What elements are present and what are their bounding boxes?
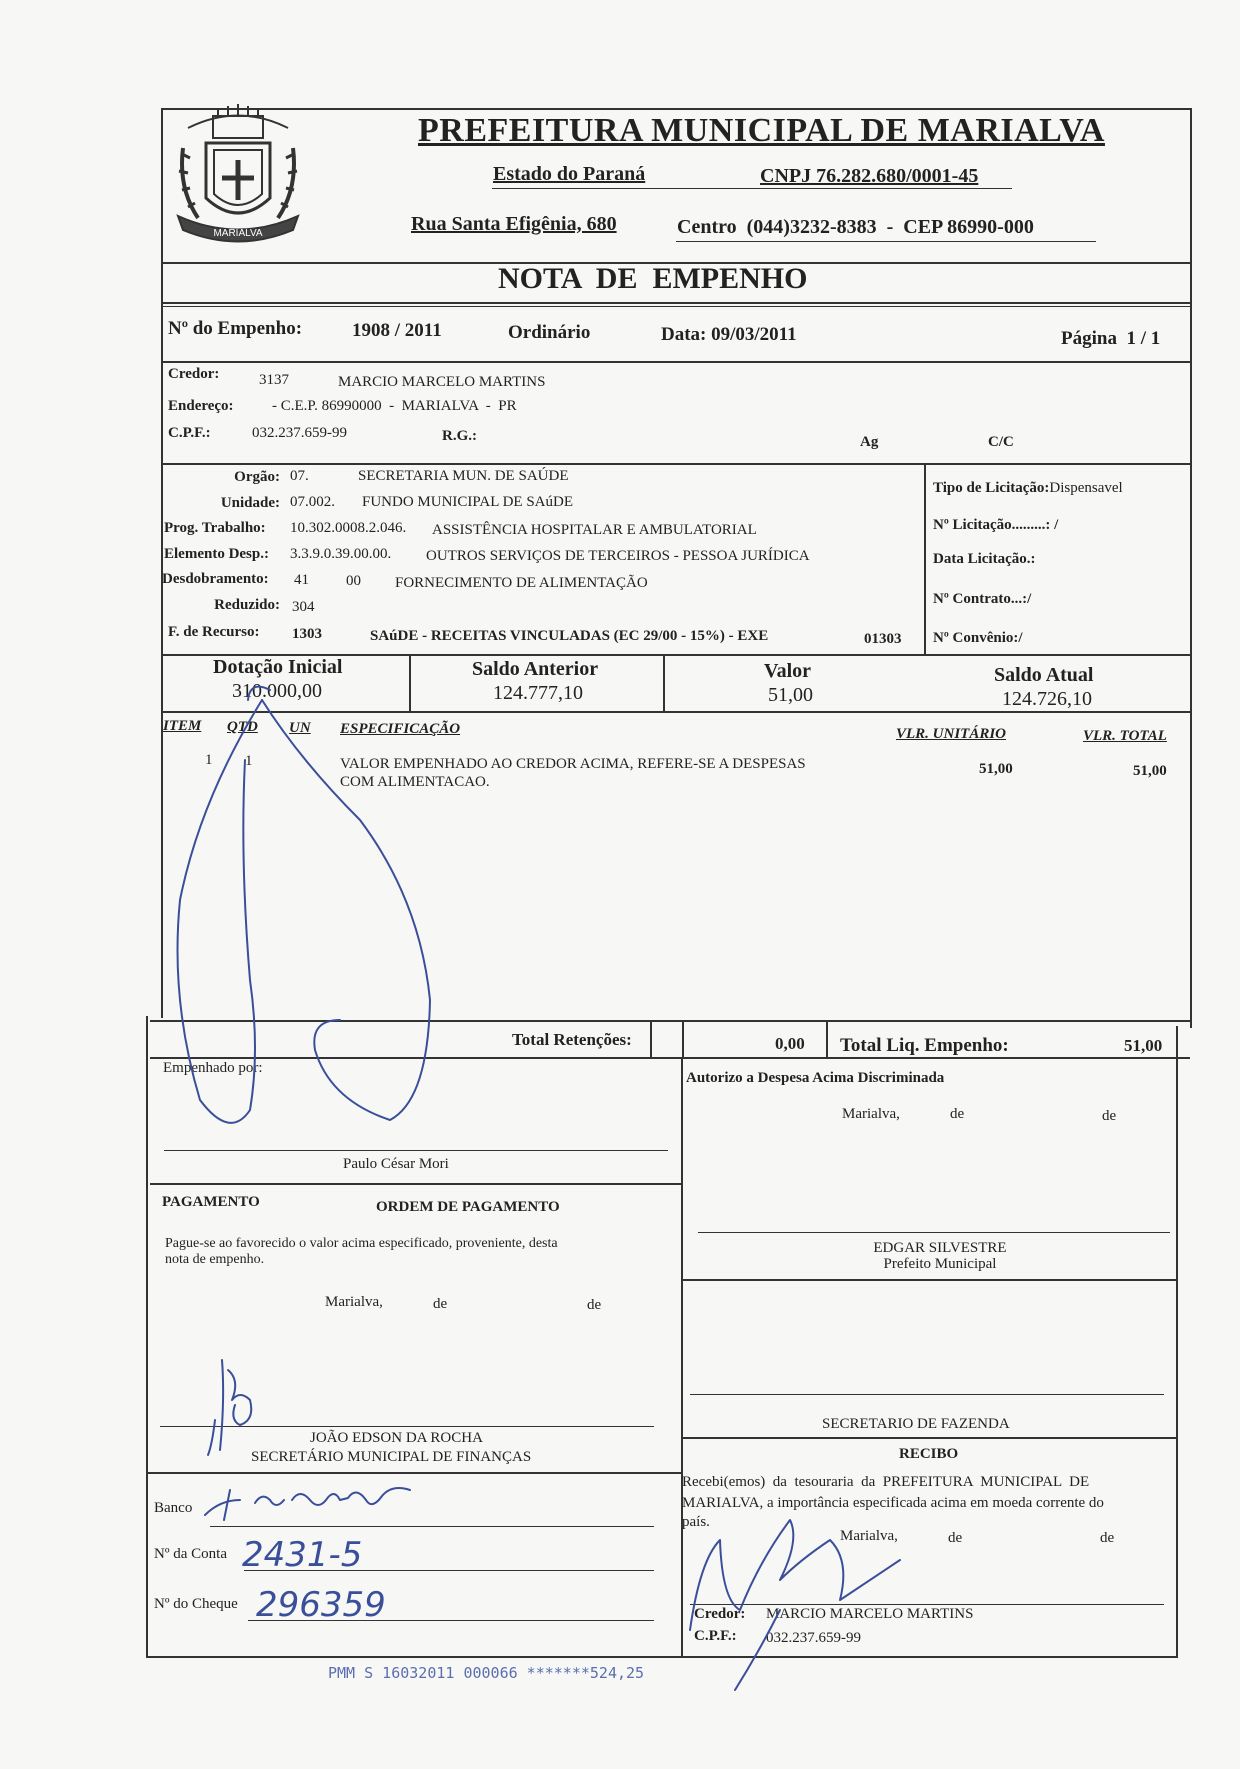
orgao-desc: SECRETARIA MUN. DE SAÚDE: [358, 468, 569, 484]
secretario-financas-name: JOÃO EDSON DA ROCHA: [310, 1430, 483, 1446]
desdobramento-desc: FORNECIMENTO DE ALIMENTAÇÃO: [395, 575, 648, 591]
elemento-label: Elemento Desp.:: [164, 546, 269, 562]
total-retencoes-label: Total Retenções:: [512, 1030, 632, 1049]
conta-label: Nº da Conta: [154, 1546, 227, 1562]
item-desc-line2: COM ALIMENTACAO.: [340, 774, 490, 790]
desdobramento-label: Desdobramento:: [162, 571, 269, 587]
saldo-atual-value: 124.726,10: [1002, 688, 1092, 710]
total-liquido-value: 51,00: [1124, 1036, 1163, 1055]
svg-text:2431-5: 2431-5: [242, 1535, 363, 1575]
valor-value: 51,00: [768, 684, 813, 706]
total-liquido-label: Total Liq. Empenho:: [840, 1035, 1009, 1056]
empenhado-name: Paulo César Mori: [343, 1156, 449, 1172]
contact-info: Centro (044)3232-8383 - CEP 86990-000: [677, 216, 1034, 238]
autorizo-label: Autorizo a Despesa Acima Discriminada: [686, 1070, 945, 1086]
empenhado-label: Empenhado por:: [163, 1060, 263, 1076]
endereco-label: Endereço:: [168, 398, 234, 414]
recibo-credor-label: Credor:: [694, 1606, 746, 1622]
numero-convenio: Nº Convênio:/: [933, 630, 1023, 646]
cc-label: C/C: [988, 434, 1014, 450]
unidade-label: Unidade:: [220, 495, 280, 511]
prog-trabalho-label: Prog. Trabalho:: [164, 520, 266, 536]
svg-text:296359: 296359: [256, 1585, 386, 1625]
recibo-place: Marialva,: [840, 1528, 898, 1544]
cheque-label: Nº do Cheque: [154, 1596, 238, 1612]
prog-trabalho-desc: ASSISTÊNCIA HOSPITALAR E AMBULATORIAL: [432, 522, 757, 538]
autorizo-de1: de: [950, 1106, 965, 1122]
item-number: 1: [205, 752, 213, 768]
svg-text:MARIALVA: MARIALVA: [213, 228, 263, 239]
fonte-recurso-label: F. de Recurso:: [168, 624, 260, 640]
desdobramento-value2: 00: [346, 573, 361, 589]
saldo-anterior-value: 124.777,10: [493, 682, 583, 704]
recibo-text2: MARIALVA, a importância especificada acima em moeda corrente do: [682, 1495, 1104, 1511]
elemento-value: 3.3.9.0.39.00.00.: [290, 546, 392, 562]
desdobramento-value1: 41: [294, 572, 309, 588]
numero-contrato: Nº Contrato...:/: [933, 591, 1032, 607]
prog-trabalho-value: 10.302.0008.2.046.: [290, 520, 407, 536]
prefeito-name: EDGAR SILVESTRE: [873, 1240, 1007, 1256]
recibo-title: RECIBO: [899, 1446, 959, 1462]
fonte-recurso-desc: SAúDE - RECEITAS VINCULADAS (EC 29/00 - 15%) - EXE: [370, 628, 769, 644]
tipo-licitacao-label: Tipo de Licitação:: [933, 480, 1050, 496]
municipality-title: PREFEITURA MUNICIPAL DE MARIALVA: [418, 112, 1105, 149]
cnpj: CNPJ 76.282.680/0001-45: [760, 165, 979, 187]
fonte-recurso-value: 1303: [292, 626, 322, 642]
saldo-anterior-label: Saldo Anterior: [472, 658, 599, 680]
recibo-de2: de: [1100, 1530, 1115, 1546]
address: Rua Santa Efigênia, 680: [411, 213, 617, 235]
pagamento-de2: de: [587, 1297, 602, 1313]
pagamento-text2: nota de empenho.: [165, 1252, 265, 1267]
ordem-pagamento-label: ORDEM DE PAGAMENTO: [376, 1199, 560, 1215]
dotacao-inicial-label: Dotação Inicial: [213, 656, 343, 678]
pagamento-place: Marialva,: [325, 1294, 383, 1310]
secretario-fazenda-label: SECRETARIO DE FAZENDA: [822, 1416, 1010, 1432]
saldo-atual-label: Saldo Atual: [994, 664, 1094, 686]
data-licitacao: Data Licitação.:: [933, 551, 1036, 567]
recibo-de1: de: [948, 1530, 963, 1546]
unidade-desc: FUNDO MUNICIPAL DE SAúDE: [362, 494, 573, 510]
credor-name: MARCIO MARCELO MARTINS: [338, 374, 546, 390]
cpf-label: C.P.F.:: [168, 425, 211, 441]
tipo-licitacao-value: Dispensavel: [1049, 480, 1123, 496]
credor-code: 3137: [259, 372, 289, 388]
empenho-number: 1908 / 2011: [352, 320, 442, 341]
recibo-text1: Recebi(emos) da tesouraria da PREFEITURA MUNICIPAL DE: [682, 1474, 1090, 1490]
page-number: Página 1 / 1: [1061, 328, 1161, 349]
item-qtd: 1: [245, 753, 253, 769]
pagamento-de1: de: [433, 1296, 448, 1312]
ag-label: Ag: [860, 434, 879, 450]
numero-licitacao: Nº Licitação.........: /: [933, 517, 1059, 533]
pagamento-label: PAGAMENTO: [162, 1194, 260, 1210]
recibo-cpf-value: 032.237.659-99: [766, 1630, 861, 1646]
empenho-date: Data: 09/03/2011: [661, 324, 797, 345]
pagamento-text1: Pague-se ao favorecido o valor acima especificado, proveniente, desta: [165, 1236, 558, 1251]
rg-label: R.G.:: [442, 428, 477, 444]
autorizo-de2: de: [1102, 1108, 1117, 1124]
endereco-value: - C.E.P. 86990000 - MARIALVA - PR: [272, 398, 517, 414]
total-retencoes-value: 0,00: [775, 1034, 805, 1053]
state-name: Estado do Paraná: [493, 163, 646, 185]
recibo-text3: país.: [682, 1514, 710, 1530]
col-item: ITEM: [163, 718, 202, 734]
footer-stamp: PMM S 16032011 000066 *******524,25: [328, 1664, 645, 1682]
unidade-value: 07.002.: [290, 494, 335, 510]
recibo-credor-name: MARCIO MARCELO MARTINS: [766, 1606, 974, 1622]
col-qtd: QTD: [227, 719, 258, 735]
col-especificacao: ESPECIFICAÇÃO: [340, 721, 461, 737]
orgao-value: 07.: [290, 468, 309, 484]
secretario-financas-role: SECRETÁRIO MUNICIPAL DE FINANÇAS: [251, 1449, 532, 1465]
banco-label: Banco: [154, 1500, 193, 1516]
col-un: UN: [289, 720, 311, 736]
col-vlr-total: VLR. TOTAL: [1083, 728, 1167, 744]
empenho-number-label: Nº do Empenho:: [168, 318, 303, 339]
item-vlr-total: 51,00: [1133, 763, 1167, 779]
col-vlr-unitario: VLR. UNITÁRIO: [896, 726, 1007, 742]
autorizo-place: Marialva,: [842, 1106, 900, 1122]
item-desc-line1: VALOR EMPENHADO AO CREDOR ACIMA, REFERE-SE A DESPESAS: [340, 756, 806, 772]
reduzido-label: Reduzido:: [214, 597, 280, 613]
reduzido-value: 304: [292, 599, 315, 615]
elemento-desc: OUTROS SERVIÇOS DE TERCEIROS - PESSOA JURÍDICA: [426, 548, 810, 564]
orgao-label: Orgão:: [234, 469, 280, 485]
credor-label: Credor:: [168, 366, 220, 382]
prefeito-role: Prefeito Municipal: [883, 1256, 997, 1272]
fonte-recurso-code: 01303: [864, 631, 902, 647]
dotacao-inicial-value: 310.000,00: [232, 680, 322, 702]
item-vlr-unitario: 51,00: [979, 761, 1013, 777]
empenho-type: Ordinário: [508, 322, 591, 343]
recibo-cpf-label: C.P.F.:: [694, 1628, 737, 1644]
cpf-value: 032.237.659-99: [252, 425, 347, 441]
valor-label: Valor: [764, 660, 812, 682]
document-title: NOTA DE EMPENHO: [498, 262, 808, 295]
